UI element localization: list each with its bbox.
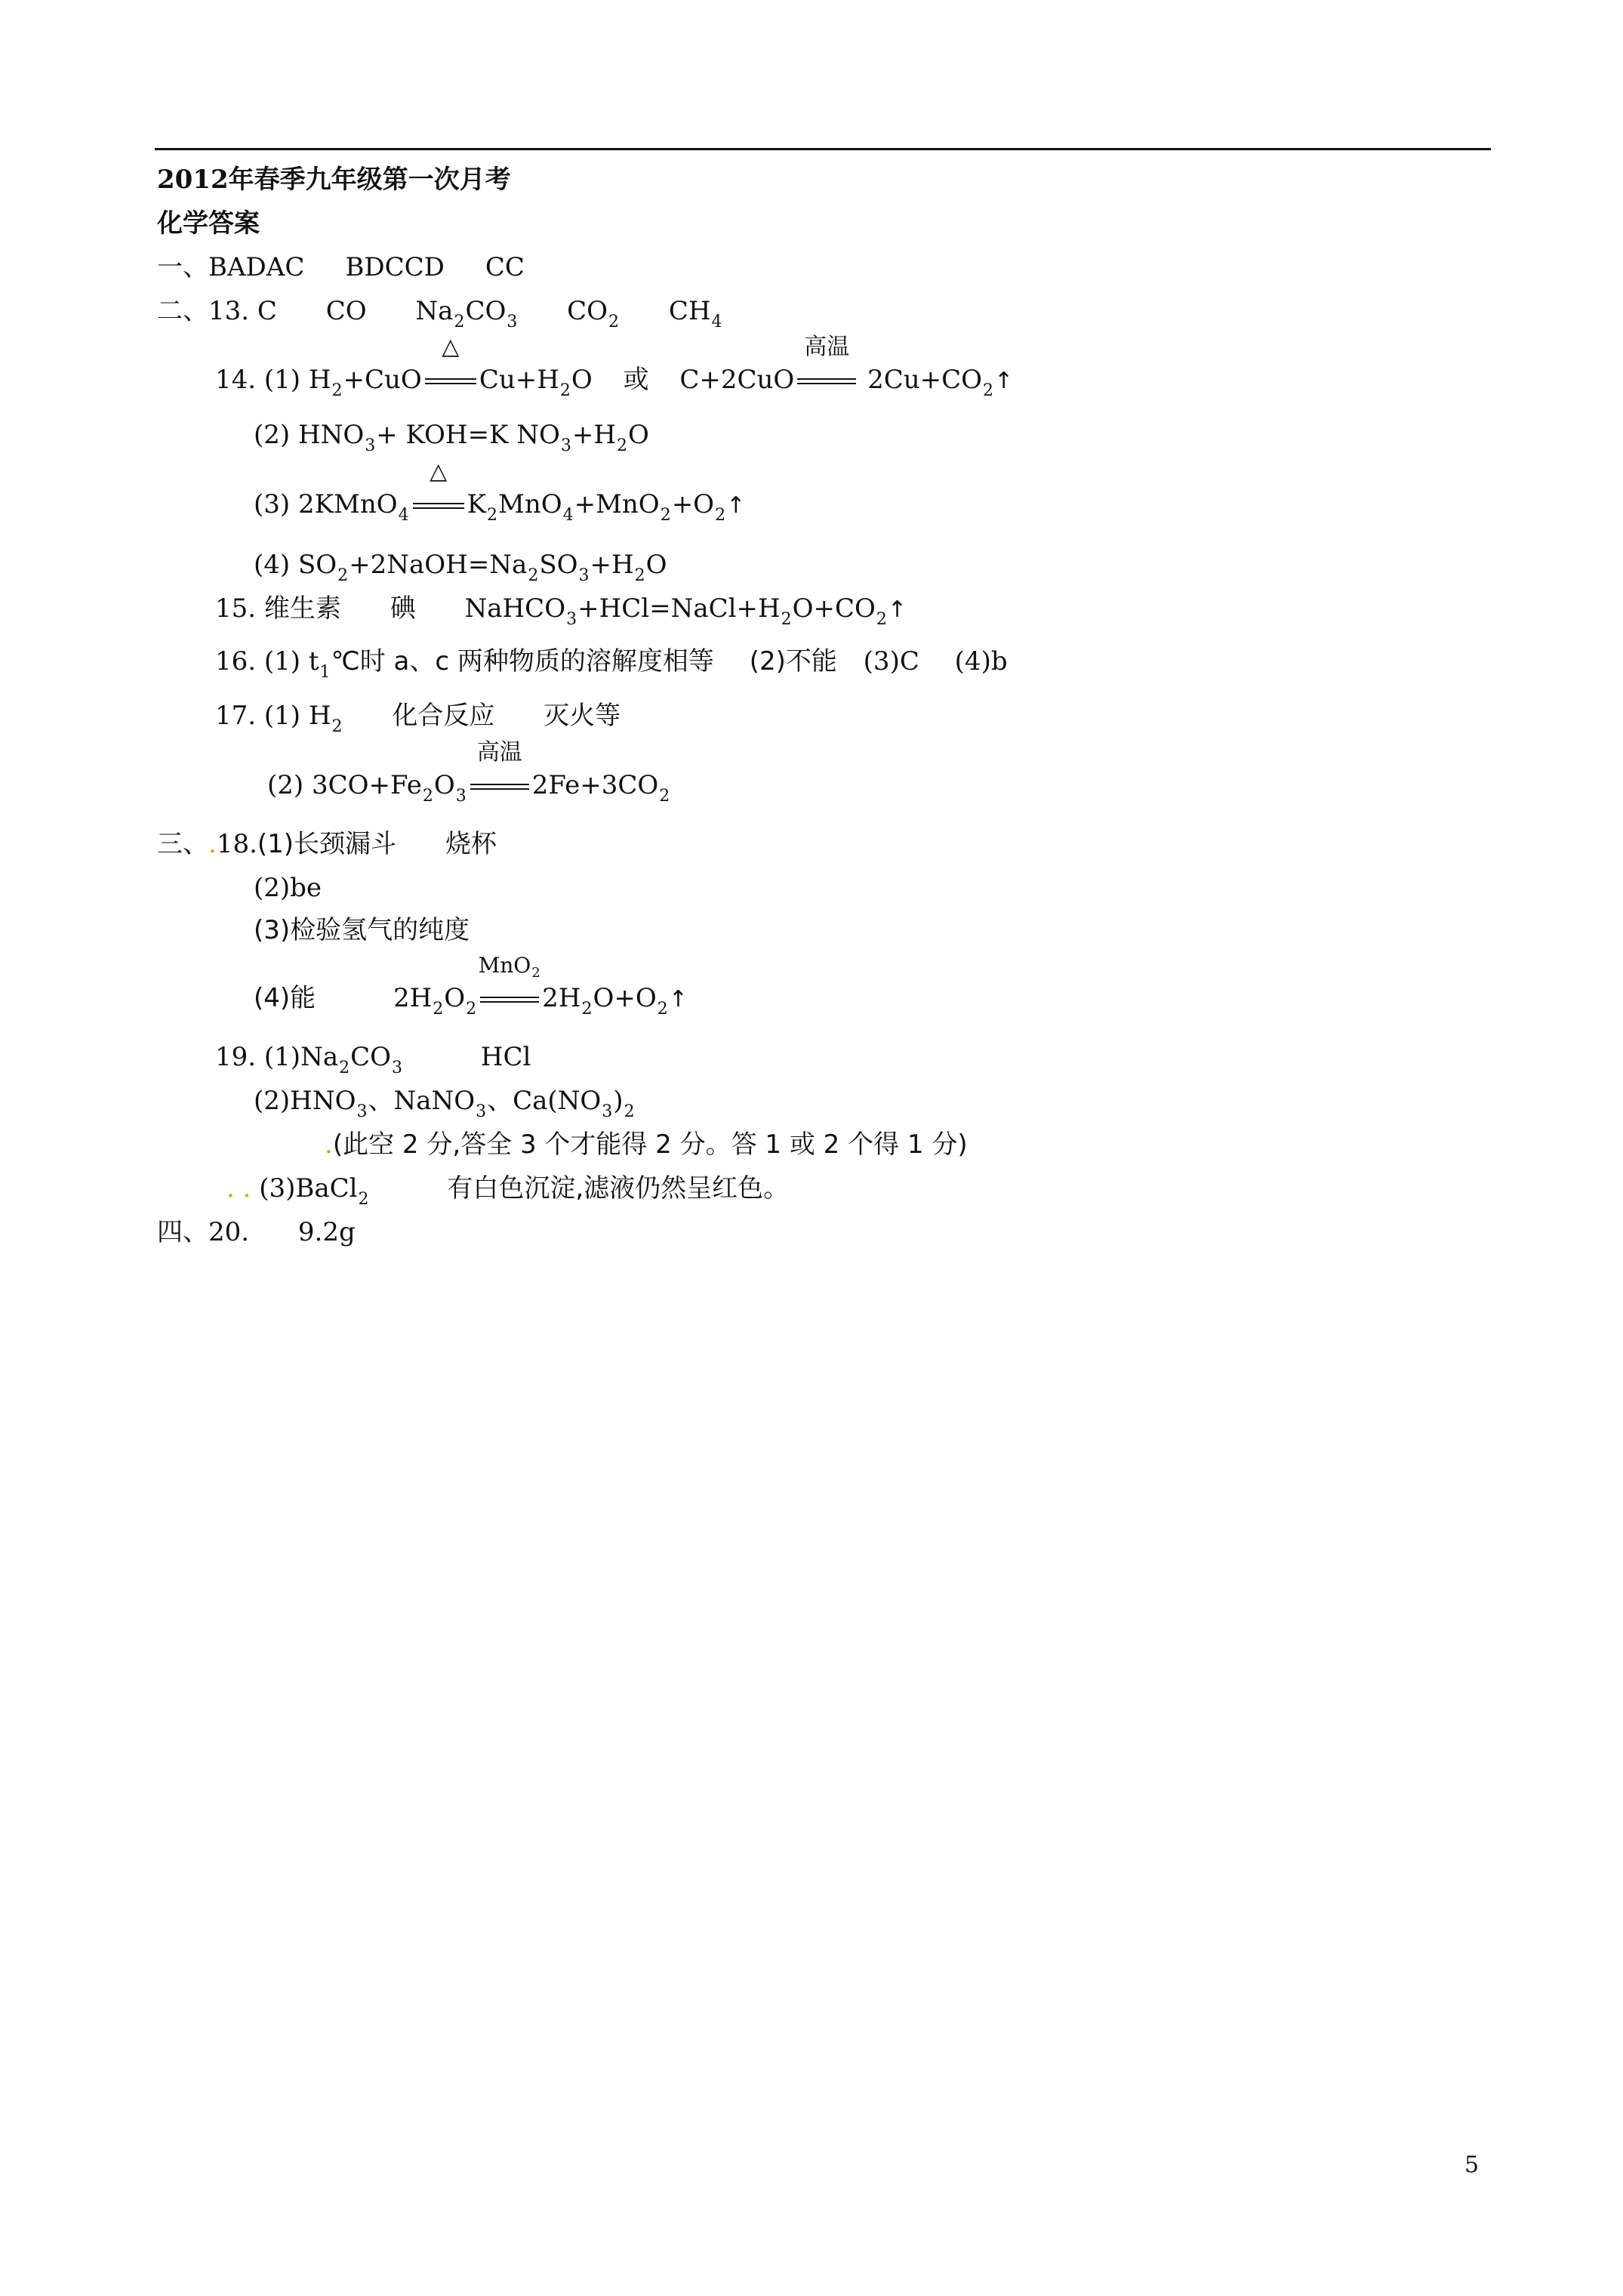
q20-number: 20.	[208, 1217, 250, 1247]
equation-text: $2H_2O_2$	[393, 983, 477, 1019]
equation-text: $H_2+CuO$	[308, 365, 422, 400]
q18-line-4	[254, 953, 688, 1019]
part1-answers-c: CC	[485, 252, 525, 282]
q14-part2-index: (2)	[254, 420, 291, 450]
q19-line-2	[254, 1086, 636, 1120]
part4-label: 四、	[157, 1217, 208, 1247]
gas-arrow-icon: ↑	[887, 596, 907, 623]
gas-arrow-icon: ↑	[994, 368, 1014, 394]
part1-answers-b: BDCCD	[345, 252, 445, 282]
equation-text: $2Cu+CO_2$	[859, 365, 994, 400]
q17-part1-index: (1)	[263, 701, 301, 731]
high-temp-label: 高温	[804, 334, 850, 360]
q17-part2-index: (2)	[267, 770, 304, 800]
q13-answer: C	[257, 296, 277, 326]
q16-temp-sub: 1	[319, 663, 331, 682]
q14-part3-index: (3)	[254, 489, 291, 519]
document-subtitle: 化学答案	[157, 208, 260, 239]
reaction-condition	[410, 458, 467, 519]
q15-answer-b: 碘	[390, 593, 416, 624]
q16-line	[215, 646, 1008, 680]
q18-answer-1: (1)长颈漏斗	[257, 829, 397, 859]
q19-answer-3: (3)BaCl	[259, 1173, 358, 1203]
q14-number: 14.	[215, 365, 257, 395]
q17-line-1	[215, 701, 621, 735]
q17-answer-a: 化合反应	[392, 701, 495, 731]
equation-text: C+2CuO	[679, 365, 795, 395]
q19-line-3: . . (3)BaCl$_2$ 有白色沉淀,滤液仍然呈红色。	[226, 1173, 790, 1209]
heat-symbol: △	[442, 334, 460, 360]
reaction-condition	[467, 739, 532, 800]
equation-text: $HNO_3$、NaNO$_3$、$Ca(NO_3)_2$	[290, 1086, 635, 1121]
q14-line-3	[254, 458, 746, 525]
q19-part2-index: (2)	[254, 1086, 291, 1116]
q19-part1-index: (1)	[263, 1042, 301, 1072]
part1-answers-a: BADAC	[208, 252, 305, 282]
q19-answer-3b: 有白色沉淀,滤液仍然呈红色。	[447, 1173, 790, 1203]
q20-line	[157, 1217, 356, 1247]
q20-answer: 9.2g	[297, 1217, 356, 1247]
q18-number: 18.	[216, 829, 257, 859]
gas-arrow-icon: ↑	[668, 986, 688, 1012]
q18-answer-2: (2)be	[254, 873, 322, 903]
catalyst-sub: 2	[531, 965, 540, 981]
q13-number: 13.	[208, 296, 250, 326]
q13-answer: CO	[567, 296, 608, 326]
equation-text: $NaHCO_3+HCl=NaCl+H_2O+CO_2$	[464, 593, 887, 629]
q14-part1-index: (1)	[263, 365, 301, 395]
equation-text: $2H_2O+O_2$	[542, 983, 668, 1019]
q13-answer: CO	[465, 296, 507, 326]
equation-text: $HNO_3+ KOH=K$ $NO_3+H_2O$	[297, 420, 649, 455]
q14-part4-index: (4)	[254, 550, 291, 580]
document-title: 2012年春季九年级第一次月考	[157, 165, 511, 195]
part1-label: 一、	[157, 252, 208, 282]
q14-line-4	[254, 550, 667, 584]
equation-text: $K_2MnO_4+MnO_2+O_2$	[467, 489, 726, 525]
equation-text: $3CO+Fe_2O_3$	[311, 770, 467, 806]
q15-line	[215, 593, 907, 627]
q16-part1-index: (1)	[263, 646, 301, 676]
q13-sub: 2	[454, 313, 465, 331]
reaction-condition	[477, 953, 542, 1013]
equation-text: $2Fe+3CO_2$	[531, 770, 670, 806]
catalyst-formula: MnO	[478, 953, 531, 978]
q19-answer-1b: HCl	[480, 1042, 531, 1072]
q13-sub: 3	[507, 313, 518, 331]
q19-answer-3-sub: 2	[358, 1190, 369, 1209]
q19-scoring-note: (此空 2 分,答全 3 个才能得 2 分。答 1 或 2 个得 1 分)	[332, 1130, 968, 1160]
q13-answer: CO	[325, 296, 367, 326]
q15-answer-a: 维生素	[263, 593, 341, 624]
reaction-condition	[794, 334, 859, 395]
q14-line-1	[215, 334, 1014, 400]
q17-number: 17.	[215, 701, 257, 731]
q14-line-2	[254, 420, 649, 454]
q19-line-1	[215, 1042, 531, 1076]
q18-line-1: 三、.18.(1)长颈漏斗 烧杯	[157, 829, 497, 859]
q18-answer-4: (4)能	[254, 983, 316, 1013]
part3-label: 三、	[157, 829, 208, 859]
heat-symbol: △	[430, 458, 448, 485]
q16-number: 16.	[215, 646, 257, 676]
q19-number: 19.	[215, 1042, 257, 1072]
equation-text: 2KMnO$_4$	[297, 489, 409, 525]
header-rule	[155, 148, 1491, 150]
q16-answer-4: (4)b	[954, 646, 1008, 676]
q13-answer: Na	[415, 296, 454, 326]
equation-text: $Na_2CO_3$	[300, 1042, 402, 1077]
q16-answer-3: (3)C	[863, 646, 919, 676]
q17-line-2	[267, 739, 670, 806]
or-word: 或	[623, 365, 649, 395]
catalyst-label	[477, 953, 542, 982]
gas-arrow-icon: ↑	[726, 492, 746, 519]
q13-answer: CH	[668, 296, 711, 326]
q15-number: 15.	[215, 593, 257, 624]
equation-text: $Cu+H_2O$	[479, 365, 593, 400]
q17-answer-symbol: H	[308, 701, 331, 731]
q13-sub: 2	[608, 313, 620, 331]
high-temp-label: 高温	[476, 739, 522, 766]
q16-answer-2: (2)不能	[749, 646, 837, 676]
equation-text: $SO_2+2NaOH=Na_2SO_3+H_2O$	[297, 550, 667, 585]
q16-temp-symbol: t	[308, 646, 319, 676]
q19-note-line: .(此空 2 分,答全 3 个才能得 2 分。答 1 或 2 个得 1 分)	[325, 1130, 968, 1160]
q17-answer-sub: 2	[331, 717, 343, 736]
q13-sub: 4	[711, 313, 722, 331]
q18-answer-1b: 烧杯	[445, 829, 497, 859]
q18-answer-3: (3)检验氢气的纯度	[254, 915, 470, 945]
q17-answer-b: 灭火等	[544, 701, 621, 731]
reaction-condition	[422, 334, 479, 395]
part1-line	[157, 252, 525, 282]
page-number: 5	[1464, 2152, 1480, 2178]
q13-line	[157, 296, 723, 330]
q16-answer-1: ℃时 a、c 两种物质的溶解度相等	[331, 646, 714, 676]
part2-label: 二、	[157, 296, 208, 326]
